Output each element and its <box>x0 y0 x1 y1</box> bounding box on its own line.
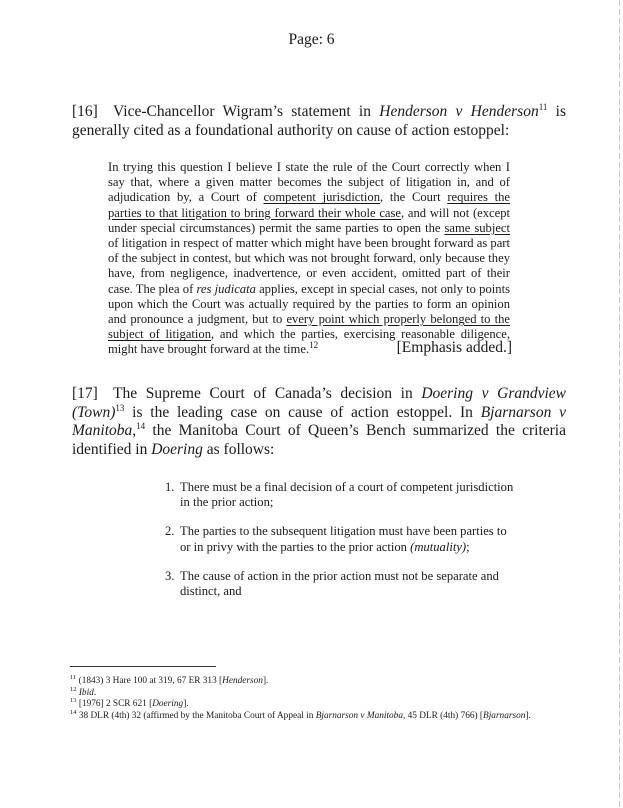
footnote-italic: Doering <box>152 699 184 710</box>
list-number: 2. <box>165 524 175 539</box>
paragraph-text: is generally cited as a foundational authority on cause of action estoppel: <box>72 103 566 139</box>
footnote-ref[interactable]: 11 <box>538 101 548 112</box>
list-item-text: The parties to the subsequent litigation must have been parties to or in privy with the parties to the prior action <box>180 524 507 554</box>
underlined-emphasis: requires the parties to that litigation to bring forward their whole case <box>108 190 510 220</box>
list-item-text: ; <box>466 539 470 554</box>
quote-text: , the Court <box>380 190 448 205</box>
quote-text: applies, except in special cases, not only to points upon which the Court was actually required by the parties to form an opinion and pronounce a judgment, but to <box>108 281 510 327</box>
criteria-list <box>165 480 517 613</box>
list-item-text: The cause of action in the prior action must not be separate and distinct, and <box>180 568 499 599</box>
footnote-text: 38 DLR (4th) 32 (affirmed by the Manitoba Court of Appeal in <box>78 710 316 721</box>
case-name: Doering v Grandview (Town) <box>72 385 566 421</box>
list-item <box>165 569 517 599</box>
footnote-12 <box>70 685 590 700</box>
paragraph-number: [17] <box>72 385 98 402</box>
underlined-emphasis: same subject <box>444 220 510 235</box>
footnote-marker: 12 <box>70 685 77 693</box>
quote-text: , and will not (except under special circumstances) permit the same parties to open the <box>108 205 511 235</box>
underlined-emphasis: every point which properly belonged to the subject of litigation <box>108 312 511 342</box>
footnote-text: (1843) 3 Hare 100 at 319, 67 ER 313 [ <box>78 676 223 686</box>
quote-text: of litigation in respect of matter which might have been brought forward as part of the subject in contest, but which was not brought forward, only because they have, from negligence, inadvertence, or even accident, omitted part of their case. The plea of <box>108 236 510 296</box>
paragraph-number: [16] <box>72 103 98 120</box>
paragraph-16 <box>72 103 566 140</box>
block-quote <box>108 160 510 358</box>
paragraph-17 <box>72 385 566 459</box>
footnote-ref[interactable]: 13 <box>115 402 125 413</box>
page-edge-line <box>619 0 620 808</box>
footnote-marker: 11 <box>70 673 77 681</box>
emphasis-note: [Emphasis added.] <box>396 339 512 356</box>
footnote-text: [1976] 2 SCR 621 [ <box>78 699 153 710</box>
italic-term: (mutuality) <box>410 539 467 554</box>
list-item <box>165 480 517 510</box>
footnote-italic: Ibid <box>78 687 94 698</box>
footnote-marker: 14 <box>70 708 77 716</box>
quote-text: In trying this question I believe I state the rule of the Court correctly when I say that, where a given matter becomes the subject of litigation in, and of adjudication by, a Court of <box>108 160 510 205</box>
paragraph-text: is the leading case on cause of action estoppel. In <box>124 403 481 421</box>
footnote-text: . <box>93 687 97 698</box>
footnote-text: , 45 DLR (4th) 766) [ <box>402 710 484 721</box>
footnote-divider <box>70 666 216 667</box>
footnote-italic: Bjarnarson v Manitoba <box>315 710 403 721</box>
latin-term: res judicata <box>196 281 256 296</box>
footnote-text: ]. <box>183 699 189 710</box>
footnote-ref[interactable]: 12 <box>309 340 319 351</box>
list-item <box>165 524 517 554</box>
case-name: Henderson v Henderson <box>379 103 539 120</box>
paragraph-text: as follows: <box>202 440 275 458</box>
list-number: 1. <box>165 480 175 494</box>
page-number-header: Page: 6 <box>288 31 335 48</box>
case-name: Bjarnarson v Manitoba <box>72 403 567 439</box>
footnote-text: ]. <box>525 710 531 721</box>
footnote-13 <box>70 699 590 711</box>
list-item-text: There must be a final decision of a court of competent jurisdiction in the prior action; <box>180 480 514 510</box>
footnote-italic: Henderson <box>222 676 263 686</box>
footnote-14 <box>70 708 590 723</box>
paragraph-text: the Manitoba Court of Queen’s Bench summarized the criteria identified in <box>72 422 566 458</box>
footnote-marker: 13 <box>70 697 77 705</box>
quote-text: , and which the parties, exercising reasonable diligence, might have brought forward at the time. <box>108 327 510 357</box>
case-name: Doering <box>151 440 203 458</box>
paragraph-text: , <box>132 422 137 439</box>
paragraph-text: Vice-Chancellor Wigram’s statement in <box>113 103 380 120</box>
footnote-11 <box>70 673 590 688</box>
footnote-text: ]. <box>262 676 269 686</box>
footnotes <box>70 673 590 722</box>
paragraph-text: The Supreme Court of Canada’s decision in <box>113 385 422 402</box>
list-number: 3. <box>165 568 175 583</box>
footnote-italic: Bjarnarson <box>483 710 526 721</box>
footnote-ref[interactable]: 14 <box>136 420 146 431</box>
underlined-emphasis: competent jurisdiction <box>263 190 380 205</box>
